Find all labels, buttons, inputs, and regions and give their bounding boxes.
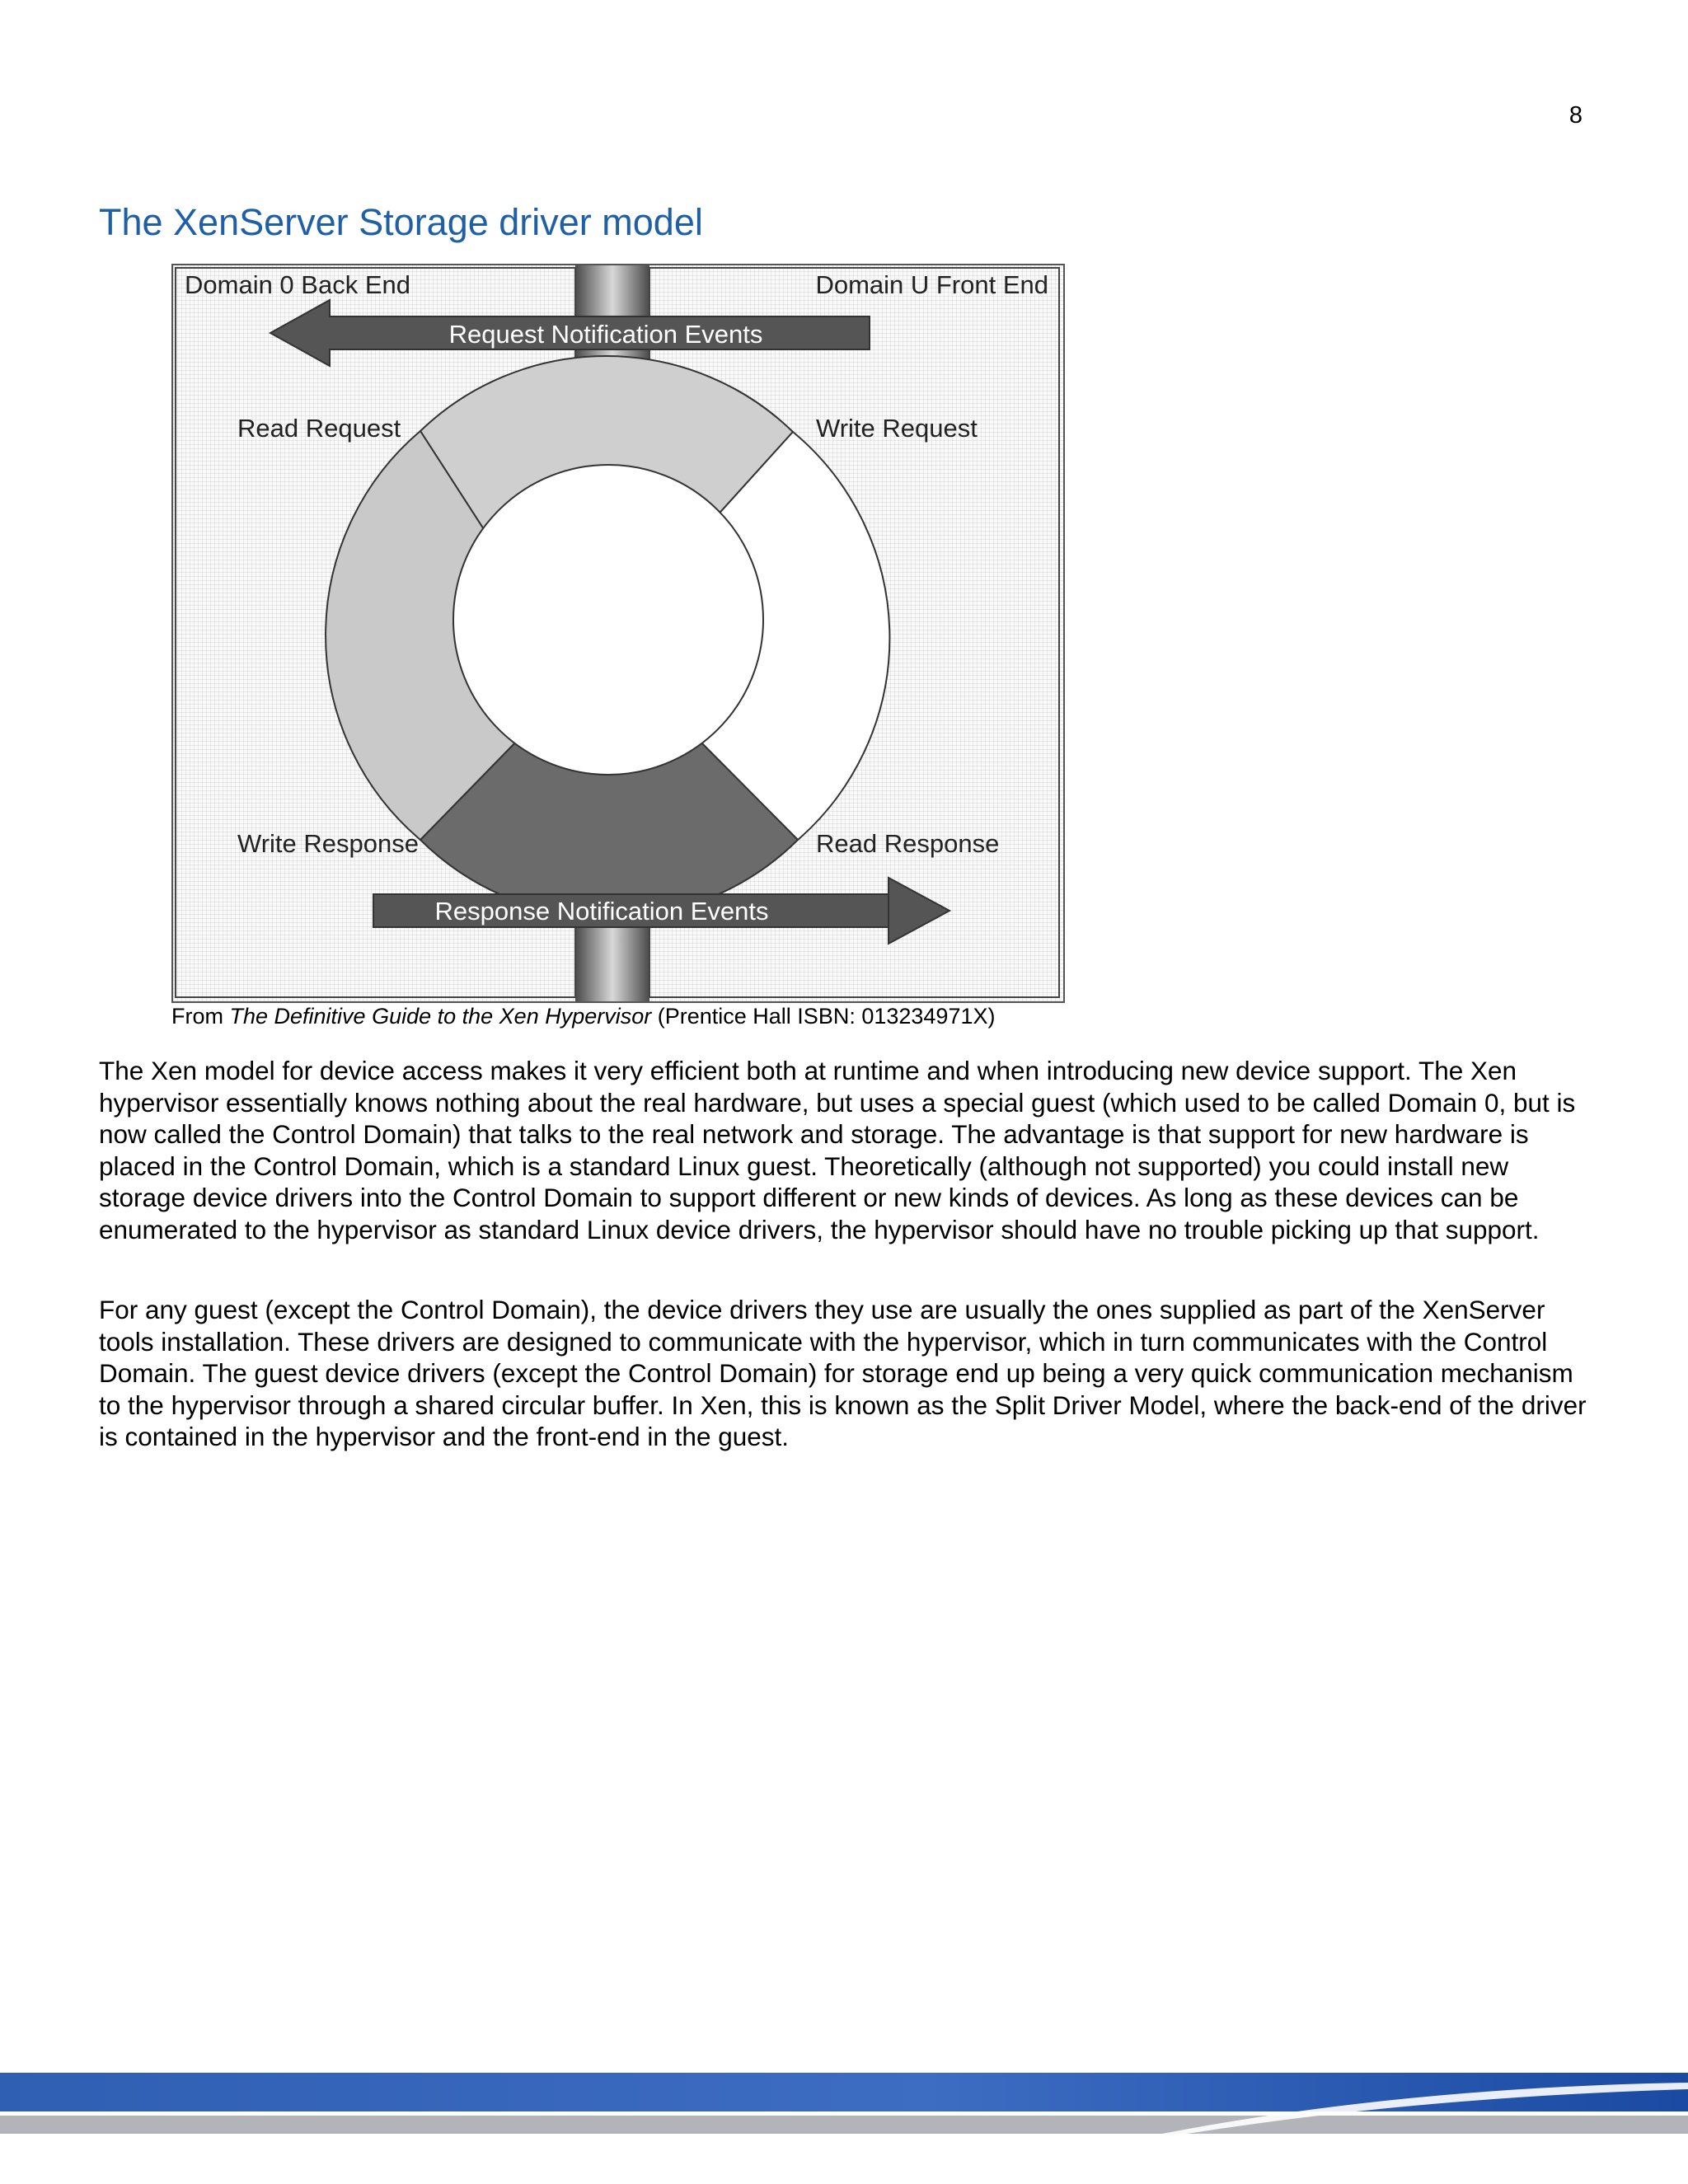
figure-caption <box>171 1004 1160 1029</box>
read-request-label: Read Request <box>237 414 401 443</box>
write-response-label: Write Response <box>237 829 419 858</box>
response-arrow-head <box>889 878 950 944</box>
ring-inner-hole <box>453 465 763 775</box>
write-request-label: Write Request <box>816 414 978 443</box>
domainU-label: Domain U Front End <box>815 270 1048 299</box>
body-paragraph: For any guest (except the Control Domain), the device drivers they use are usually the ones supplied as part of the XenServer tools installation. These drivers are designed to communicate with the hypervisor, which in turn communicates with the Control Domain. The guest device drivers (except the Control Domain) for storage end up being a very quick communication mechanism to the hypervisor through a shared circular buffer. In Xen, this is known as the Split Driver Model, where the back-end of the driver is contained in the hypervisor and the front-end in the guest. <box>99 1295 1587 1451</box>
footer-banner <box>0 2073 1688 2184</box>
request-arrow-label: Request Notification Events <box>448 320 763 349</box>
response-arrow-label: Response Notification Events <box>434 897 769 926</box>
section-title: The XenServer Storage driver model <box>99 201 703 243</box>
domain0-label: Domain 0 Back End <box>185 270 410 299</box>
caption-prefix: From <box>171 1004 230 1029</box>
body-paragraph: The Xen model for device access makes it very efficient both at runtime and when introducing new device support. The Xen hypervisor essentially knows nothing about the real hardware, but uses a special guest (which used to be called Domain 0, but is now called the Control Domain) that talks to the real network and storage. The advantage is that support for new hardware is placed in the Control Domain, which is a standard Linux guest. Theoretically (although not supported) you could install new storage device drivers into the Control Domain to support different or new kinds of devices. As long as these devices can be enumerated to the hypervisor as standard Linux device drivers, the hypervisor should have no trouble picking up that support. <box>99 1056 1576 1244</box>
split-driver-ring-diagram <box>171 264 1065 1003</box>
caption-suffix: (Prentice Hall ISBN: 013234971X) <box>651 1004 996 1029</box>
caption-book-title: The Definitive Guide to the Xen Hypervisor <box>229 1004 652 1029</box>
read-response-label: Read Response <box>816 829 1000 858</box>
footer-gray-band <box>0 2116 1688 2134</box>
page-number: 8 <box>1568 102 1582 129</box>
footer-blue-band <box>0 2073 1688 2111</box>
